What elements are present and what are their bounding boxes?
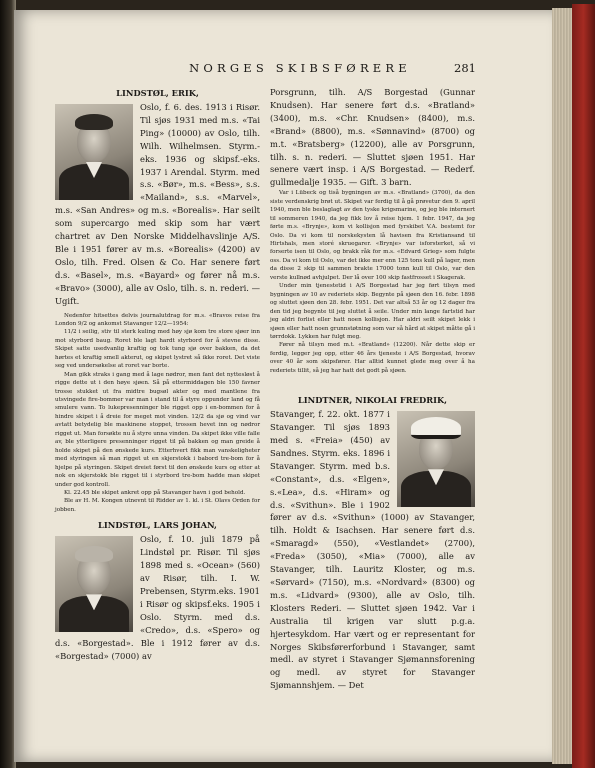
entry-bio-lindtner-nikolai-fredrik: Stavanger, f. 22. okt. 1877 i Stavanger. Til sjøs 1893 med s. «Freia» (450) av Sandnes. Styrm. eks. 1896 i Stavanger. Styrm. med b.s. «Constant», d.s. «Elgen», s.«Lea», d.s. «Hiram» og d.s. «Svithun». Ble i 1902 fører av d.s. «Svithun» (1000) av Stavanger, tilh. Holdt & Isachsen. Har senere ført d.s. «Smaragd» (550), «Vestlandet» (2700), «Freda» (3050), «Mia» (7000), alle av Stavanger, tilh. Lauritz Kloster, og m.s. «Sørvard» (7150), m.s. «Nordvard» (8300) og m.s. «Lidvard» (9300), alle av Oslo, tilh. Klosters Rederi. — Sluttet sjøen 1942. Var i Australia til krigen var slutt p.g.a. hjertesykdom. Har vært og er representant for Norges Skibsførerforbund i Stavanger, samt medl. av styret i Stavanger Sjømannsforening og medl. av styret for Stavanger Sjømannshjem. — Det (270, 409, 475, 691)
running-title: NORGES SKIBSFØRERE (189, 61, 411, 75)
entry-name-lindstol-lars-johan: LINDSTØL, LARS JOHAN, (98, 520, 217, 531)
right-column (270, 86, 475, 692)
portrait-hair (75, 546, 113, 562)
entry-bio-lindstol-erik: Oslo, f. 6. des. 1913 i Risør. Til sjøs 1931 med m.s. «Tai Ping» (10000) av Oslo, tilh. Wilh. Wilhelmsen. Styrm.-eks. 1936 og skipsf.-eks. 1937 i Arendal. Styrm. med s.s. «Bør», m.s. «Bess», s.s. «Mailand», s.s. «Marvel», m.s. «San Andres» og m.s. «Borealis». Har seilt som supercargo med skip som har vært chartret av Den Norske Middelhavslinje A/S. Ble i 1951 fører av m.s. «Borealis» (4200) av Oslo, tilh. Fred. Olsen & Co. Har senere ført d.s. «Basel», m.s. «Bayard» og fører nå m.s. «Bravo» (3000), alle av Oslo, tilh. s. n. rederi. — Ugift. (55, 102, 261, 306)
journal-paragraph: Kl. 22.45 ble skipet ankret opp på Stavanger havn i god behold. (64, 490, 246, 497)
narrative-paragraph: Under min tjenestetid i A/S Borgestad har jeg ført tilsyn med bygningen av 10 av rederiets skip. Begynte på sjøen den 16. febr. 1898 og sluttet sjøen den 28. febr. 1951. Det var altså 53 år og 12 dager fra den tid jeg begynte til jeg sluttet å seile. Under min lange fartstid har jeg aldri forlist eller hatt noen kollisjon. Har aldri seilt skipet lekk i sjøen eller hatt noen grunnstøtning som var så hård at skipet måtte gå i tørrdokk. Lykken har fulgt meg. (270, 283, 475, 340)
journal-paragraph: Man gikk straks i gang med å lage nødror, men fant det nyttesløst å rigge dette ut i den høye sjøen. Så på ettermiddagen ble 150 favner trosse stukket ut fra midtre bugsøl akter og med mantlene fra utsvingede fire-bommer var man i stand til å styre oppunder land og få smulere vann. To lukepresenninger ble rigget opp i en-bommen for å hindre skipet i å dreie for meget mot vinden. 12/2 da sjø og vind var avtatt betydelig ble maskinene stoppet, trossen hevet inn og nødror rigget ut. Man forsøkte nu å styre unna vinden. Da skipet ikke ville falle av, ble ytterligere presenninger rigget til på bakken og man greide å holde skipet på den ønskede kurs. Etterhvert fikk man vanskeligheter med styringen så man rigget ut en skjerstokk i babord tre-bom for å hjelpe på styringen. Skipet dreiet først til den ønskede kurs og etter at nok en skjerstokk ble rigget til i styrbord tre-bom hadde man skipet under god kontroll. (55, 371, 260, 488)
book-cover-edge (572, 4, 595, 768)
portrait-photo-erik-lindstol (55, 104, 133, 200)
entry-name-lindtner-nikolai-fredrik: LINDTNER, NIKOLAI FREDRIK, (297, 395, 448, 406)
narrative-paragraph: Fører nå tilsyn med m.t. «Bratland» (12200). Når dette skip er ferdig, legger jeg opp, etter 46 års tjeneste i A/S Borgestad, hvorav over 40 år som skipsfører. Har alltid kunnet glede meg over å ha rederiets tillit, så jeg har hatt det godt på sjøen. (270, 342, 475, 374)
portrait-photo-lars-johan-lindstol (55, 536, 133, 632)
page-number: 281 (454, 61, 476, 75)
portrait-photo-nikolai-lindtner (397, 411, 475, 507)
narrative-paragraph: Var i Lübeck og tiså bygningen av m.s. «Bratland» (3700), da den siste verdenskrig brøt ut. Skipet var ferdig til å gå prøvetur den 9. april 1940, men ble beslaglagt av den tyske krigsmarine, og jeg ble internert til sommeren 1940, da jeg fikk lov å reise hjem. 1 febr. 1947, da jeg førte m.s. «Brynje», kom vi kollisjon med fyrskibet V.A. bestemt for Oslo. Da vi kom til norskekysten lå havisen fra Kristiansand til Hirtshals, men storé skruegarer. «Brynje» var isforsterket, så vi forserte isen til Oslo, og brakk råk for m.s. «Edvard Grieg» som fulgte oss. Da vi kom til Oslo, var det ikke mer enn 125 tons kull på lager, men da disse 2 skip til sammen brakte 17000 tonn kull til Oslo, var den verste kullnød avhjulpet. Der lå over 100 skip fastfrosset i Skagerak. (270, 190, 475, 281)
left-column (55, 86, 260, 662)
entry-bio-lindstol-lars-johan: Oslo, f. 10. juli 1879 på Lindstøl pr. Risør. Til sjøs 1898 med s. «Ocean» (560) av Risør, tilh. I. W. Prebensen, Styrm.eks. 1901 i Risør og skipsf.eks. 1905 i Oslo. Styrm. med d.s. «Credo», d.s. «Spero» og d.s. «Borgestad». Ble i 1912 fører av d.s. «Borgestad» (7000) av (55, 534, 260, 661)
captain-cap (411, 417, 461, 439)
journal-paragraph: Ble av H. M. Kongen utnevnt til Ridder av 1. kl. i St. Olavs Orden for jobben. (55, 498, 260, 513)
entry-name-lindstol-erik: LINDSTØL, ERIK, (116, 88, 199, 98)
journal-intro: Nedenfor hitsettes delvis journalutdrag for m.s. «Bravos reise fra London 9/2 og ankomst Stavanger 12/2—1954: (55, 312, 260, 327)
journal-paragraph: 11/2 i seilig, stiv til sterk kuling med høy sjø kom tre store sjøer inn mot styrbord baug. Roret ble lagt hardt styrbord for å stevne disse. Skipet satte usedvanlig kraftig og tok tung sjø over bakken, da det hørtes et kraftig smell akterut, og skipet lystret så ikke roret. Det viste seg ved undersøkelse at roret var borte. (55, 329, 260, 370)
entry-bio-continuation: Porsgrunn, tilh. A/S Borgestad (Gunnar Knudsen). Har senere ført d.s. «Bratland» (3400), m.s. «Chr. Knudsen» (8400), m.s. «Brand» (8800), m.s. «Sønnavind» (8700) og m.t. «Bratsberg» (12200), alle av Porsgrunn, tilh. s. n. rederi. — Sluttet sjøen 1951. Har senere vært insp. i A/S Borgestad. — Rederf. gullmedalje 1935. — Gift. 3 barn. (270, 87, 475, 188)
portrait-hair (75, 114, 113, 130)
